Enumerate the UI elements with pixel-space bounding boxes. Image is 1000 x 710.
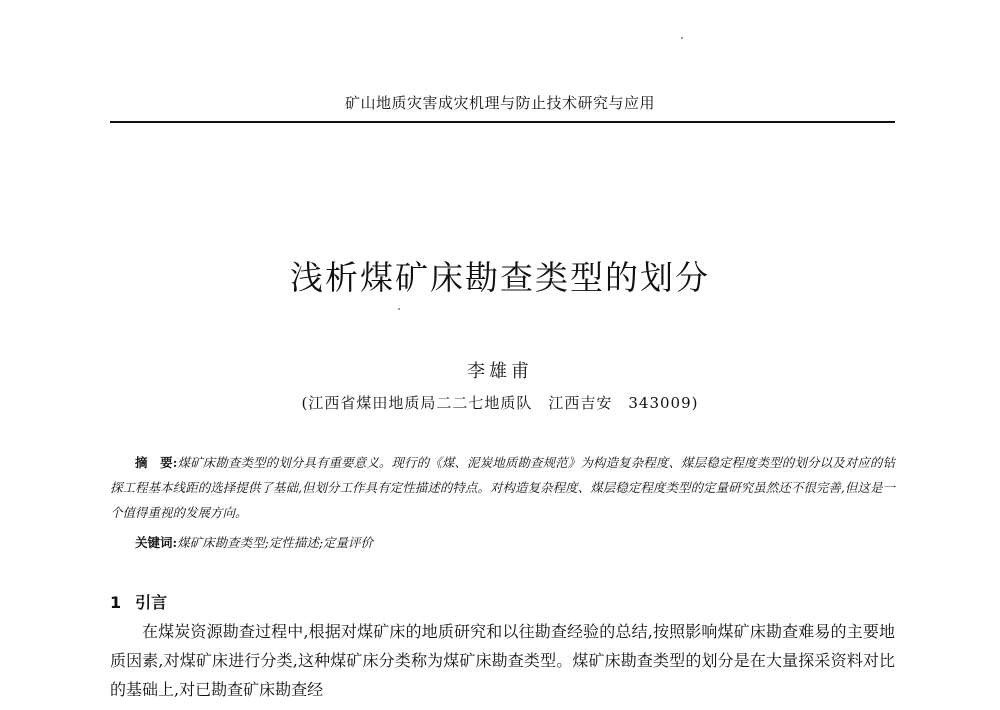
abstract: [110, 450, 895, 525]
scan-dot: [398, 308, 400, 310]
section-title: 引言: [135, 593, 168, 612]
author-affiliation: (江西省煤田地质局二二七地质队 江西吉安 343009): [301, 394, 699, 412]
abstract-label: 摘 要:: [135, 455, 178, 470]
running-title: 矿山地质灾害成灾机理与防止技术研究与应用: [344, 94, 655, 112]
paper-title: 浅析煤矿床勘查类型的划分: [290, 258, 710, 297]
header-divider: [110, 121, 895, 123]
section-number: 1: [110, 593, 122, 612]
author-name: 李雄甫: [467, 361, 533, 382]
scan-dot: [681, 37, 683, 39]
section-body-paragraph: 在煤炭资源勘查过程中,根据对煤矿床的地质研究和以往勘查经验的总结,按照影响煤矿床勘查难易的主要地质因素,对煤矿床进行分类,这种煤矿床分类称为煤矿床勘查类型。煤矿床勘查类型的划分是在大量探采资料对比的基础上,对已勘查矿床勘查经: [110, 622, 895, 699]
section-heading: [110, 590, 167, 613]
keywords: [110, 532, 895, 554]
keywords-text: 煤矿床勘查类型;定性描述;定量评价: [177, 535, 374, 550]
keywords-label: 关键词:: [135, 535, 178, 550]
abstract-text: 煤矿床勘查类型的划分具有重要意义。现行的《煤、泥炭地质勘查规范》为构造复杂程度、煤层稳定程度类型的划分以及对应的钻探工程基本线距的选择提供了基础,但划分工作具有定性描述的特点。对构造复杂程度、煤层稳定程度类型的定量研究虽然还不很完善,但这是一个值得重视的发展方向。: [110, 455, 895, 520]
